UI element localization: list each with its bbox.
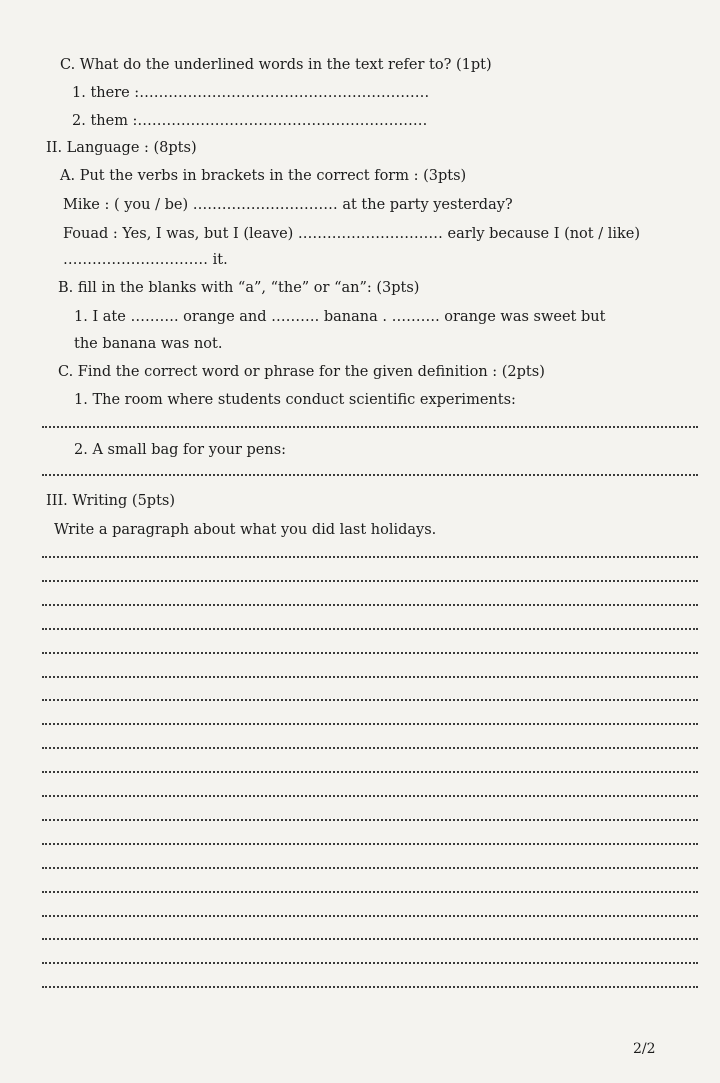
writing-line <box>42 676 698 678</box>
language-a-line3: ………………………… it. <box>63 252 228 268</box>
language-a-instruction: A. Put the verbs in brackets in the correct form : (3pts) <box>60 168 467 184</box>
language-b-line1: 1. I ate ………. orange and ………. banana . ………. orange was sweet but <box>74 309 606 325</box>
writing-line <box>42 819 698 821</box>
writing-line <box>42 938 698 940</box>
reading-item-there: 1. there :…………………………………………………… <box>72 85 430 101</box>
writing-line <box>42 891 698 893</box>
writing-line <box>42 915 698 917</box>
writing-line <box>42 652 698 654</box>
writing-line <box>42 843 698 845</box>
writing-line <box>42 723 698 725</box>
language-c-item1: 1. The room where students conduct scientific experiments: <box>74 392 516 408</box>
page-number: 2/2 <box>633 1041 656 1057</box>
writing-line <box>42 747 698 749</box>
writing-line <box>42 628 698 630</box>
writing-prompt: Write a paragraph about what you did last holidays. <box>54 522 437 538</box>
writing-line <box>42 867 698 869</box>
writing-line <box>42 795 698 797</box>
writing-line <box>42 699 698 701</box>
language-b-line2: the banana was not. <box>74 336 223 352</box>
language-heading: II. Language : (8pts) <box>46 140 197 156</box>
language-a-line2: Fouad : Yes, I was, but I (leave) ………………………… early because I (not / like) <box>63 226 641 242</box>
writing-line <box>42 962 698 964</box>
language-b-instruction: B. fill in the blanks with “a”, “the” or “an”: (3pts) <box>58 280 420 296</box>
answer-line <box>42 474 698 476</box>
language-a-line1: Mike : ( you / be) ………………………… at the party yesterday? <box>63 197 513 213</box>
language-c-instruction: C. Find the correct word or phrase for the given definition : (2pts) <box>58 364 545 380</box>
language-c-item2: 2. A small bag for your pens: <box>74 442 287 458</box>
writing-line <box>42 986 698 988</box>
answer-line <box>42 426 698 428</box>
writing-line <box>42 604 698 606</box>
reading-question-c: C. What do the underlined words in the text refer to? (1pt) <box>60 57 492 73</box>
writing-heading: III. Writing (5pts) <box>46 493 176 509</box>
reading-item-them: 2. them :…………………………………………………… <box>72 113 428 129</box>
writing-line <box>42 556 698 558</box>
writing-line <box>42 771 698 773</box>
writing-line <box>42 580 698 582</box>
